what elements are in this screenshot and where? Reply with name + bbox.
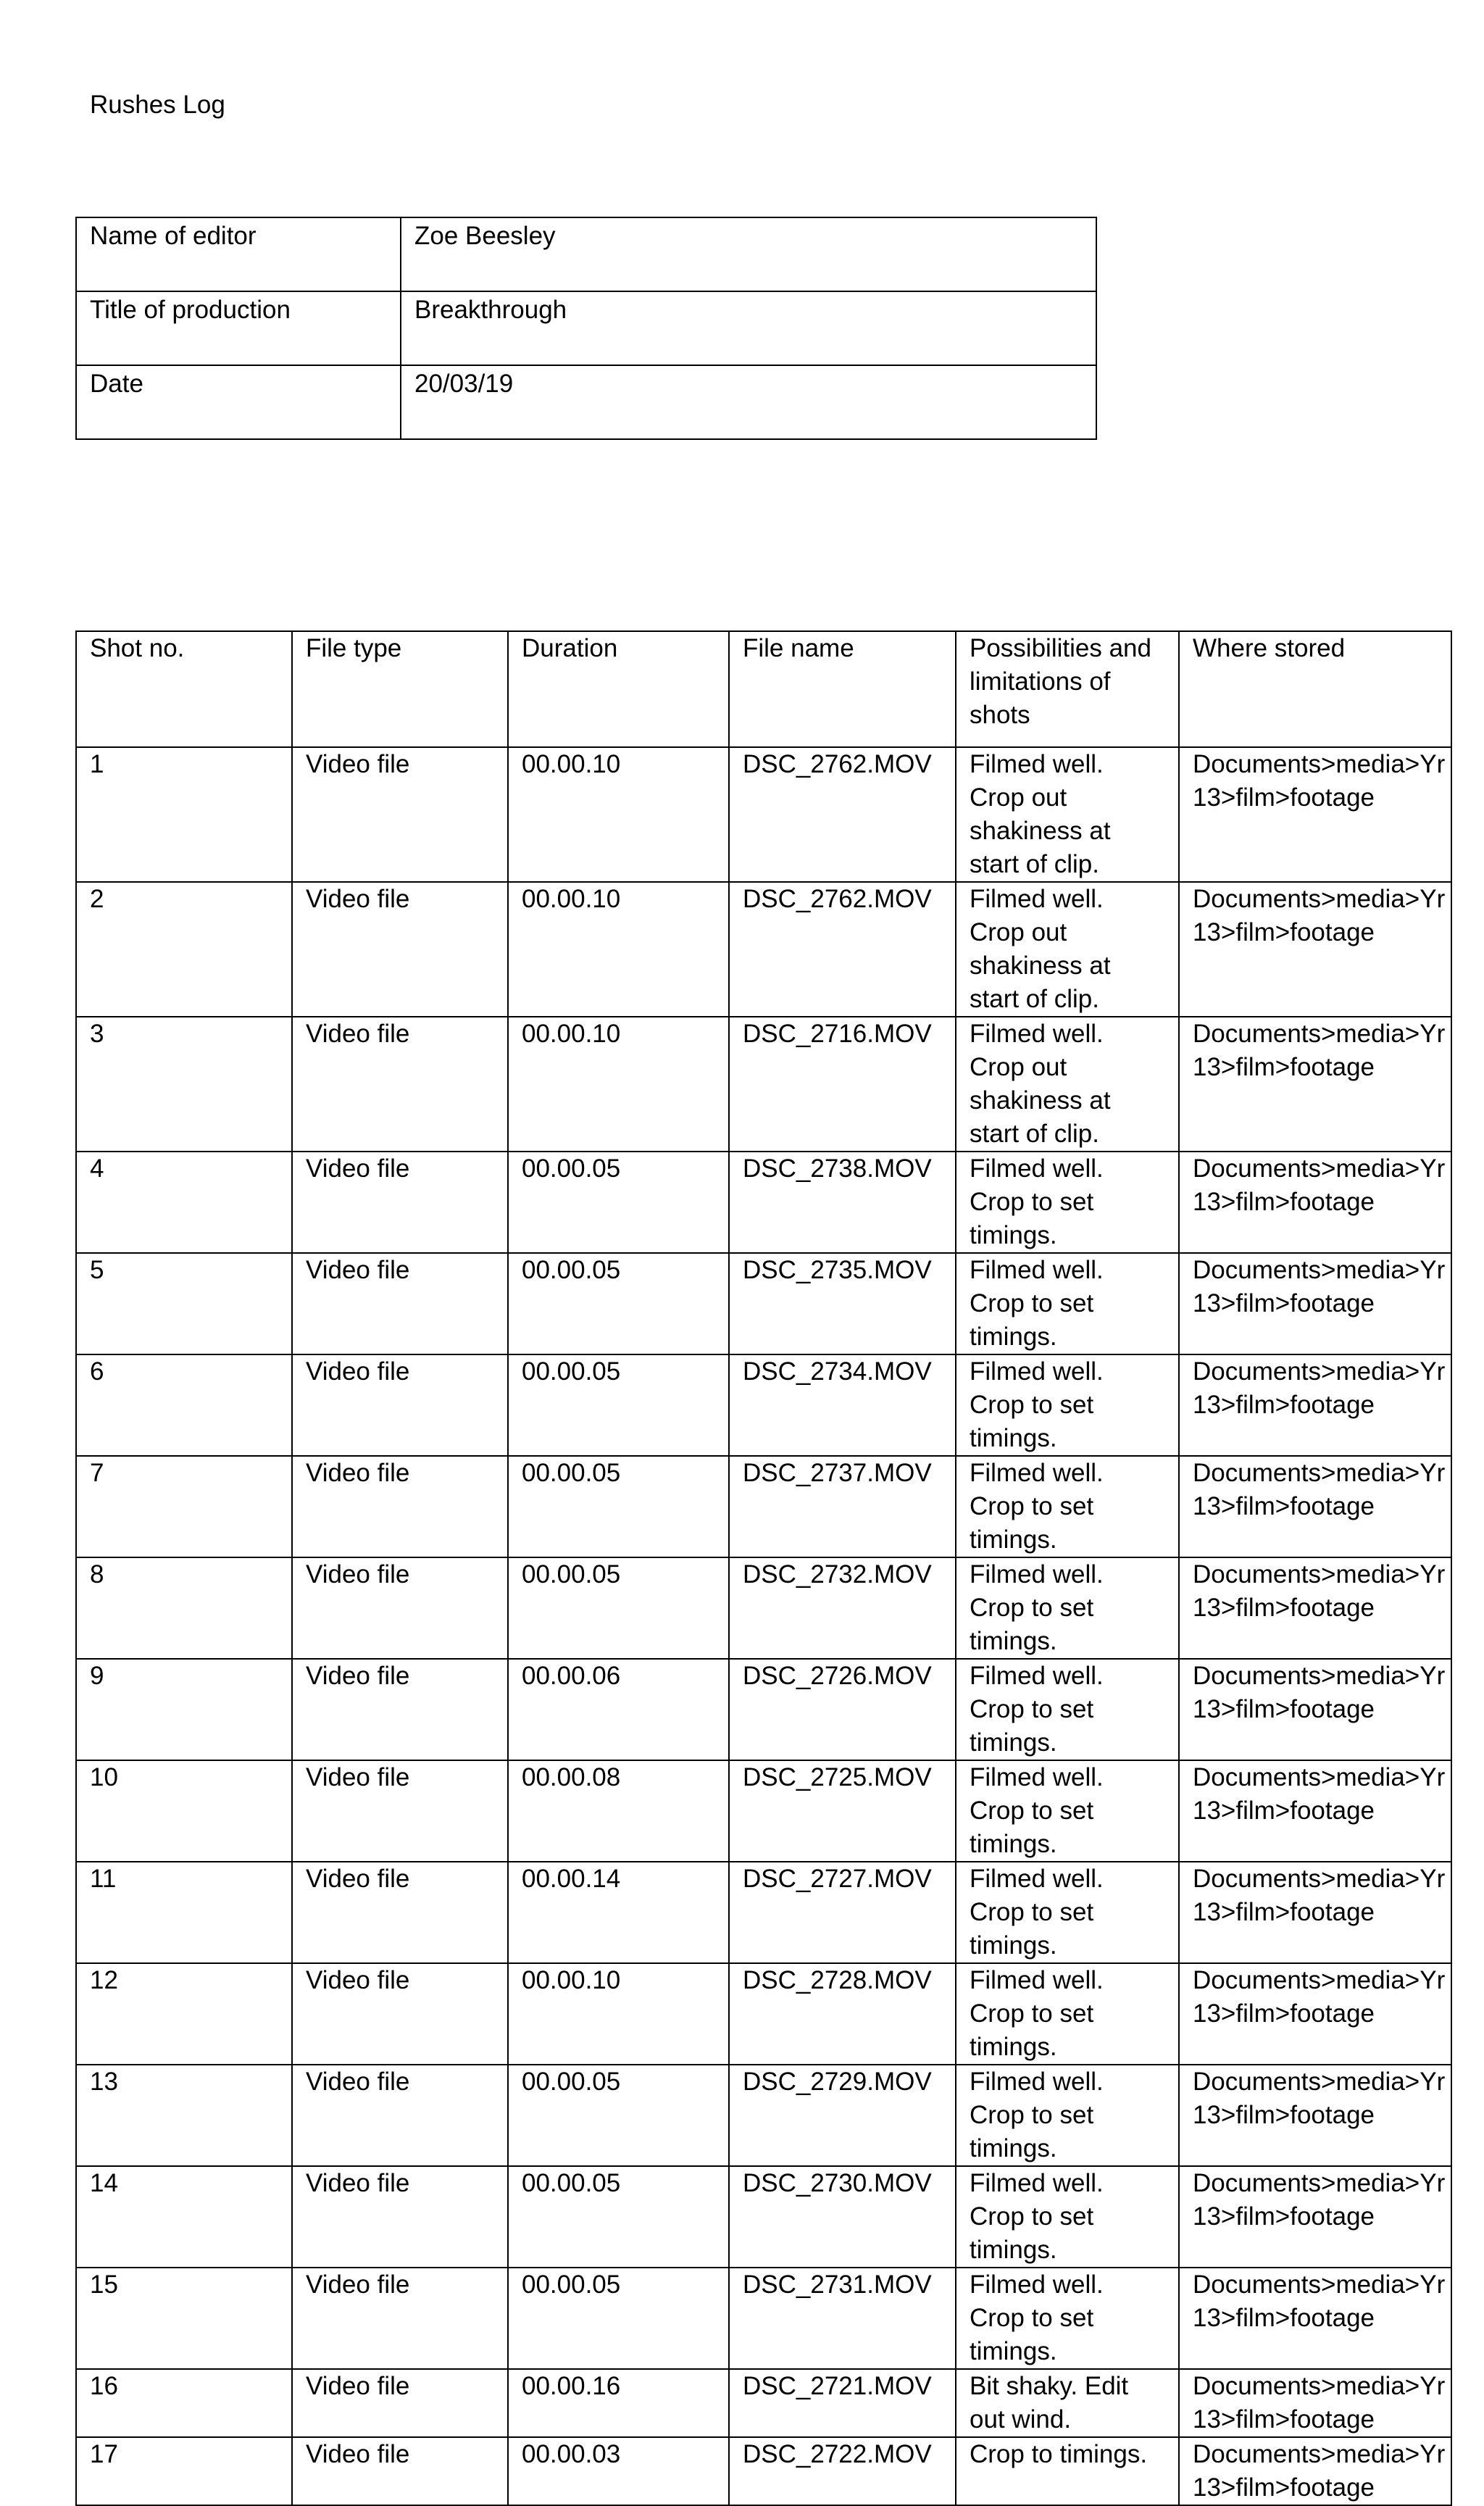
cell-where-stored: Documents>media>Yr 13>film>footage bbox=[1179, 1152, 1451, 1253]
cell-possibilities: Filmed well. Crop to set timings. bbox=[956, 1253, 1179, 1354]
cell-possibilities: Filmed well. Crop to set timings. bbox=[956, 1659, 1179, 1760]
cell-file-type: Video file bbox=[292, 747, 508, 882]
cell-file-name: DSC_2730.MOV bbox=[729, 2166, 956, 2268]
cell-file-name: DSC_2728.MOV bbox=[729, 1963, 956, 2065]
cell-shot-no: 12 bbox=[76, 1963, 292, 2065]
cell-file-name: DSC_2734.MOV bbox=[729, 1354, 956, 1456]
cell-file-type: Video file bbox=[292, 1963, 508, 2065]
cell-file-type: Video file bbox=[292, 2369, 508, 2437]
table-row bbox=[76, 1760, 1451, 1862]
info-value: 20/03/19 bbox=[401, 365, 1096, 439]
table-row bbox=[76, 1862, 1451, 1963]
cell-duration: 00.00.08 bbox=[508, 1760, 729, 1862]
cell-shot-no: 15 bbox=[76, 2268, 292, 2369]
info-value: Breakthrough bbox=[401, 291, 1096, 365]
cell-file-type: Video file bbox=[292, 2437, 508, 2505]
shots-table bbox=[75, 630, 1452, 2506]
cell-possibilities: Filmed well. Crop to set timings. bbox=[956, 1862, 1179, 1963]
cell-possibilities: Filmed well. Crop to set timings. bbox=[956, 1152, 1179, 1253]
cell-possibilities: Crop to timings. bbox=[956, 2437, 1179, 2505]
cell-file-name: DSC_2731.MOV bbox=[729, 2268, 956, 2369]
cell-duration: 00.00.14 bbox=[508, 1862, 729, 1963]
table-row bbox=[76, 1354, 1451, 1456]
table-row bbox=[76, 1659, 1451, 1760]
cell-shot-no: 6 bbox=[76, 1354, 292, 1456]
cell-duration: 00.00.05 bbox=[508, 1253, 729, 1354]
cell-where-stored: Documents>media>Yr 13>film>footage bbox=[1179, 747, 1451, 882]
cell-duration: 00.00.03 bbox=[508, 2437, 729, 2505]
info-row-editor bbox=[76, 217, 1096, 291]
cell-file-name: DSC_2735.MOV bbox=[729, 1253, 956, 1354]
cell-shot-no: 9 bbox=[76, 1659, 292, 1760]
cell-file-name: DSC_2726.MOV bbox=[729, 1659, 956, 1760]
table-row bbox=[76, 2437, 1451, 2505]
cell-file-name: DSC_2737.MOV bbox=[729, 1456, 956, 1557]
cell-file-type: Video file bbox=[292, 2268, 508, 2369]
cell-duration: 00.00.05 bbox=[508, 1354, 729, 1456]
cell-duration: 00.00.05 bbox=[508, 2065, 729, 2166]
cell-where-stored: Documents>media>Yr 13>film>footage bbox=[1179, 1354, 1451, 1456]
cell-possibilities: Filmed well. Crop to set timings. bbox=[956, 2268, 1179, 2369]
cell-shot-no: 14 bbox=[76, 2166, 292, 2268]
cell-shot-no: 10 bbox=[76, 1760, 292, 1862]
cell-file-type: Video file bbox=[292, 1862, 508, 1963]
cell-possibilities: Filmed well. Crop to set timings. bbox=[956, 1557, 1179, 1659]
cell-file-name: DSC_2721.MOV bbox=[729, 2369, 956, 2437]
column-header-file-type: File type bbox=[292, 631, 508, 747]
info-label: Title of production bbox=[76, 291, 401, 365]
cell-duration: 00.00.06 bbox=[508, 1659, 729, 1760]
cell-file-type: Video file bbox=[292, 1017, 508, 1152]
cell-file-name: DSC_2732.MOV bbox=[729, 1557, 956, 1659]
table-row bbox=[76, 1253, 1451, 1354]
cell-duration: 00.00.16 bbox=[508, 2369, 729, 2437]
cell-file-name: DSC_2729.MOV bbox=[729, 2065, 956, 2166]
table-row bbox=[76, 1456, 1451, 1557]
cell-where-stored: Documents>media>Yr 13>film>footage bbox=[1179, 1017, 1451, 1152]
cell-file-name: DSC_2762.MOV bbox=[729, 882, 956, 1017]
cell-shot-no: 1 bbox=[76, 747, 292, 882]
info-label: Name of editor bbox=[76, 217, 401, 291]
column-header-duration: Duration bbox=[508, 631, 729, 747]
cell-where-stored: Documents>media>Yr 13>film>footage bbox=[1179, 1862, 1451, 1963]
cell-file-type: Video file bbox=[292, 2065, 508, 2166]
cell-file-name: DSC_2738.MOV bbox=[729, 1152, 956, 1253]
cell-possibilities: Filmed well. Crop to set timings. bbox=[956, 1456, 1179, 1557]
cell-shot-no: 7 bbox=[76, 1456, 292, 1557]
cell-duration: 00.00.10 bbox=[508, 747, 729, 882]
table-row bbox=[76, 747, 1451, 882]
cell-shot-no: 16 bbox=[76, 2369, 292, 2437]
cell-shot-no: 3 bbox=[76, 1017, 292, 1152]
info-row-title bbox=[76, 291, 1096, 365]
cell-file-name: DSC_2716.MOV bbox=[729, 1017, 956, 1152]
cell-possibilities: Filmed well. Crop to set timings. bbox=[956, 1760, 1179, 1862]
cell-duration: 00.00.10 bbox=[508, 1017, 729, 1152]
cell-where-stored: Documents>media>Yr 13>film>footage bbox=[1179, 2437, 1451, 2505]
info-value: Zoe Beesley bbox=[401, 217, 1096, 291]
column-header-where-stored: Where stored bbox=[1179, 631, 1451, 747]
column-header-file-name: File name bbox=[729, 631, 956, 747]
cell-file-name: DSC_2722.MOV bbox=[729, 2437, 956, 2505]
table-row bbox=[76, 2268, 1451, 2369]
cell-duration: 00.00.05 bbox=[508, 2166, 729, 2268]
cell-duration: 00.00.05 bbox=[508, 1152, 729, 1253]
cell-file-type: Video file bbox=[292, 1354, 508, 1456]
cell-shot-no: 5 bbox=[76, 1253, 292, 1354]
table-row bbox=[76, 2166, 1451, 2268]
info-label: Date bbox=[76, 365, 401, 439]
cell-where-stored: Documents>media>Yr 13>film>footage bbox=[1179, 1963, 1451, 2065]
cell-possibilities: Filmed well. Crop to set timings. bbox=[956, 1963, 1179, 2065]
cell-shot-no: 4 bbox=[76, 1152, 292, 1253]
cell-possibilities: Filmed well. Crop to set timings. bbox=[956, 2166, 1179, 2268]
cell-file-type: Video file bbox=[292, 1659, 508, 1760]
cell-shot-no: 2 bbox=[76, 882, 292, 1017]
cell-where-stored: Documents>media>Yr 13>film>footage bbox=[1179, 882, 1451, 1017]
table-row bbox=[76, 2369, 1451, 2437]
cell-duration: 00.00.10 bbox=[508, 882, 729, 1017]
column-header-possibilities: Possibilities and limitations of shots bbox=[956, 631, 1179, 747]
cell-file-type: Video file bbox=[292, 1253, 508, 1354]
column-header-shot-no: Shot no. bbox=[76, 631, 292, 747]
table-row bbox=[76, 1963, 1451, 2065]
cell-file-type: Video file bbox=[292, 1760, 508, 1862]
table-header-row bbox=[76, 631, 1451, 747]
table-row bbox=[76, 2065, 1451, 2166]
cell-where-stored: Documents>media>Yr 13>film>footage bbox=[1179, 2268, 1451, 2369]
cell-where-stored: Documents>media>Yr 13>film>footage bbox=[1179, 1659, 1451, 1760]
cell-possibilities: Filmed well. Crop out shakiness at start of clip. bbox=[956, 747, 1179, 882]
document-title: Rushes Log bbox=[90, 91, 225, 119]
cell-duration: 00.00.10 bbox=[508, 1963, 729, 2065]
cell-possibilities: Filmed well. Crop out shakiness at start of clip. bbox=[956, 1017, 1179, 1152]
cell-possibilities: Bit shaky. Edit out wind. bbox=[956, 2369, 1179, 2437]
cell-file-type: Video file bbox=[292, 2166, 508, 2268]
cell-where-stored: Documents>media>Yr 13>film>footage bbox=[1179, 1760, 1451, 1862]
cell-file-name: DSC_2762.MOV bbox=[729, 747, 956, 882]
cell-shot-no: 17 bbox=[76, 2437, 292, 2505]
cell-duration: 00.00.05 bbox=[508, 1456, 729, 1557]
cell-possibilities: Filmed well. Crop to set timings. bbox=[956, 2065, 1179, 2166]
cell-where-stored: Documents>media>Yr 13>film>footage bbox=[1179, 1456, 1451, 1557]
info-row-date bbox=[76, 365, 1096, 439]
cell-duration: 00.00.05 bbox=[508, 1557, 729, 1659]
cell-where-stored: Documents>media>Yr 13>film>footage bbox=[1179, 2369, 1451, 2437]
cell-where-stored: Documents>media>Yr 13>film>footage bbox=[1179, 2065, 1451, 2166]
table-row bbox=[76, 1557, 1451, 1659]
cell-where-stored: Documents>media>Yr 13>film>footage bbox=[1179, 1253, 1451, 1354]
table-row bbox=[76, 1152, 1451, 1253]
cell-possibilities: Filmed well. Crop to set timings. bbox=[956, 1354, 1179, 1456]
cell-file-type: Video file bbox=[292, 882, 508, 1017]
production-info-table bbox=[75, 217, 1097, 440]
cell-shot-no: 8 bbox=[76, 1557, 292, 1659]
cell-where-stored: Documents>media>Yr 13>film>footage bbox=[1179, 2166, 1451, 2268]
cell-shot-no: 13 bbox=[76, 2065, 292, 2166]
cell-file-type: Video file bbox=[292, 1557, 508, 1659]
cell-duration: 00.00.05 bbox=[508, 2268, 729, 2369]
cell-possibilities: Filmed well. Crop out shakiness at start of clip. bbox=[956, 882, 1179, 1017]
cell-file-name: DSC_2727.MOV bbox=[729, 1862, 956, 1963]
table-row bbox=[76, 1017, 1451, 1152]
cell-where-stored: Documents>media>Yr 13>film>footage bbox=[1179, 1557, 1451, 1659]
cell-shot-no: 11 bbox=[76, 1862, 292, 1963]
cell-file-type: Video file bbox=[292, 1152, 508, 1253]
cell-file-type: Video file bbox=[292, 1456, 508, 1557]
cell-file-name: DSC_2725.MOV bbox=[729, 1760, 956, 1862]
table-row bbox=[76, 882, 1451, 1017]
